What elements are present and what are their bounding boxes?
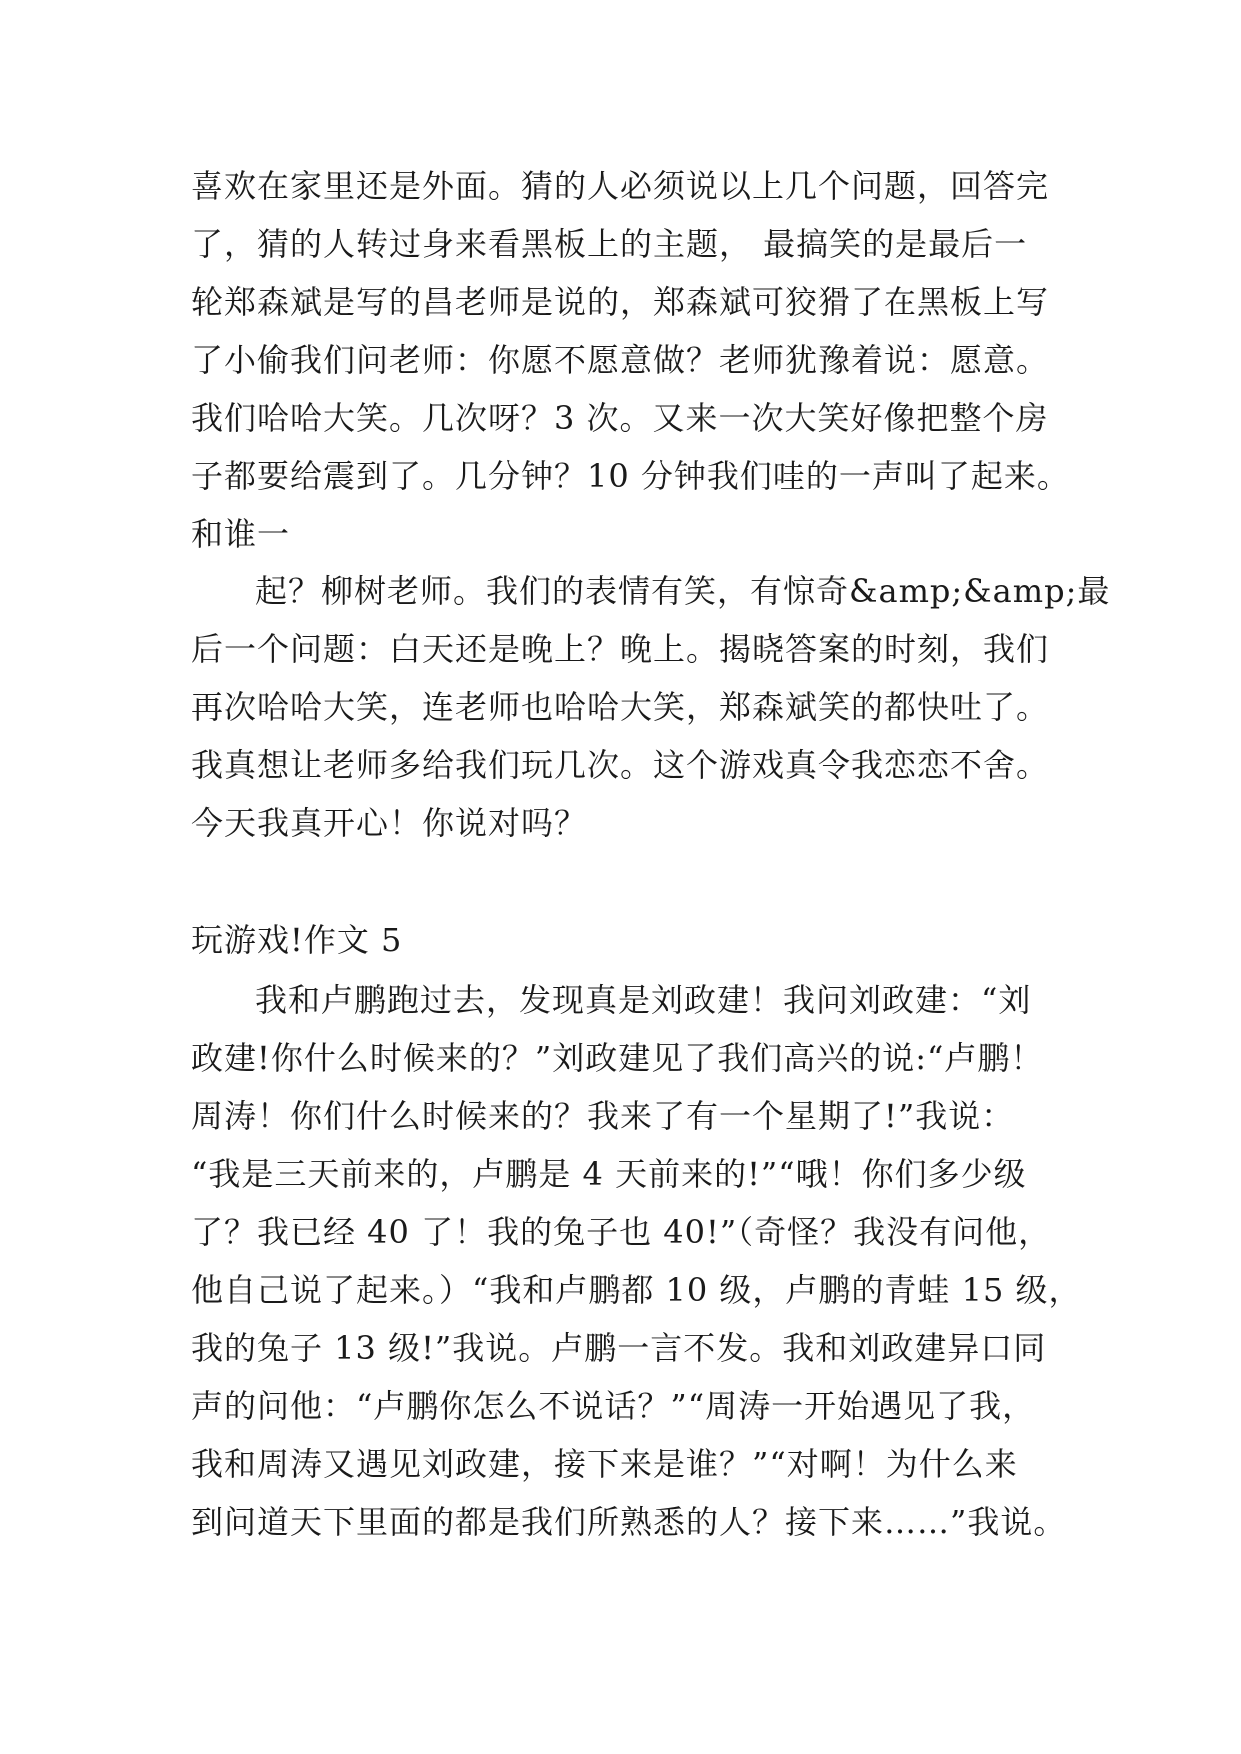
section-heading-block	[191, 911, 1071, 969]
text-line: 我的兔子 13 级!”我说。卢鹏一言不发。我和刘政建异口同	[191, 1329, 1047, 1367]
text-line: 政建!你什么时候来的？”刘政建见了我们高兴的说:“卢鹏！	[191, 1039, 1044, 1077]
text-line: 了？我已经 40 了！我的兔子也 40!”（奇怪？我没有问他，	[191, 1213, 1052, 1251]
paragraph-continuation	[191, 157, 1071, 563]
paragraph-3	[191, 971, 1082, 1551]
text-line: 再次哈哈大笑，连老师也哈哈大笑，郑森斌笑的都快吐了。	[191, 688, 1050, 726]
text-line: 我和周涛又遇见刘政建，接下来是谁？”“对啊！为什么来	[191, 1445, 1018, 1483]
text-line: 到问道天下里面的都是我们所熟悉的人？接下来……”我说。	[191, 1503, 1067, 1541]
text-line: 子都要给震到了。几分钟？10 分钟我们哇的一声叫了起来。	[191, 457, 1070, 495]
text-line: “我是三天前来的，卢鹏是 4 天前来的!”“哦！你们多少级	[191, 1155, 1027, 1193]
text-line: 我和卢鹏跑过去，发现真是刘政建！我问刘政建：“刘	[255, 981, 1032, 1019]
text-line: 今天我真开心！你说对吗？	[191, 804, 588, 842]
text-line: 了，猜的人转过身来看黑板上的主题， 最搞笑的是最后一	[191, 225, 1028, 263]
text-line: 轮郑森斌是写的昌老师是说的，郑森斌可狡猾了在黑板上写	[191, 283, 1050, 321]
text-line: 声的问他：“卢鹏你怎么不说话？”“周涛一开始遇见了我，	[191, 1387, 1036, 1425]
section-heading: 玩游戏!作文 5	[191, 921, 403, 959]
text-line: 和谁一	[191, 515, 291, 553]
text-line: 他自己说了起来。）“我和卢鹏都 10 级，卢鹏的青蛙 15 级，	[191, 1271, 1082, 1309]
text-line: 了小偷我们问老师：你愿不愿意做？老师犹豫着说：愿意。	[191, 341, 1050, 379]
text-line: 我们哈哈大笑。几次呀？3 次。又来一次大笑好像把整个房	[191, 399, 1049, 437]
text-line: 起？柳树老师。我们的表情有笑，有惊奇&amp;&amp;最	[255, 572, 1111, 610]
text-line: 周涛！你们什么时候来的？我来了有一个星期了!”我说：	[191, 1097, 1015, 1135]
paragraph-2	[191, 562, 1111, 852]
text-line: 后一个问题：白天还是晚上？晚上。揭晓答案的时刻，我们	[191, 630, 1050, 668]
text-line: 喜欢在家里还是外面。猜的人必须说以上几个问题，回答完	[191, 167, 1050, 205]
text-line: 我真想让老师多给我们玩几次。这个游戏真令我恋恋不舍。	[191, 746, 1050, 784]
